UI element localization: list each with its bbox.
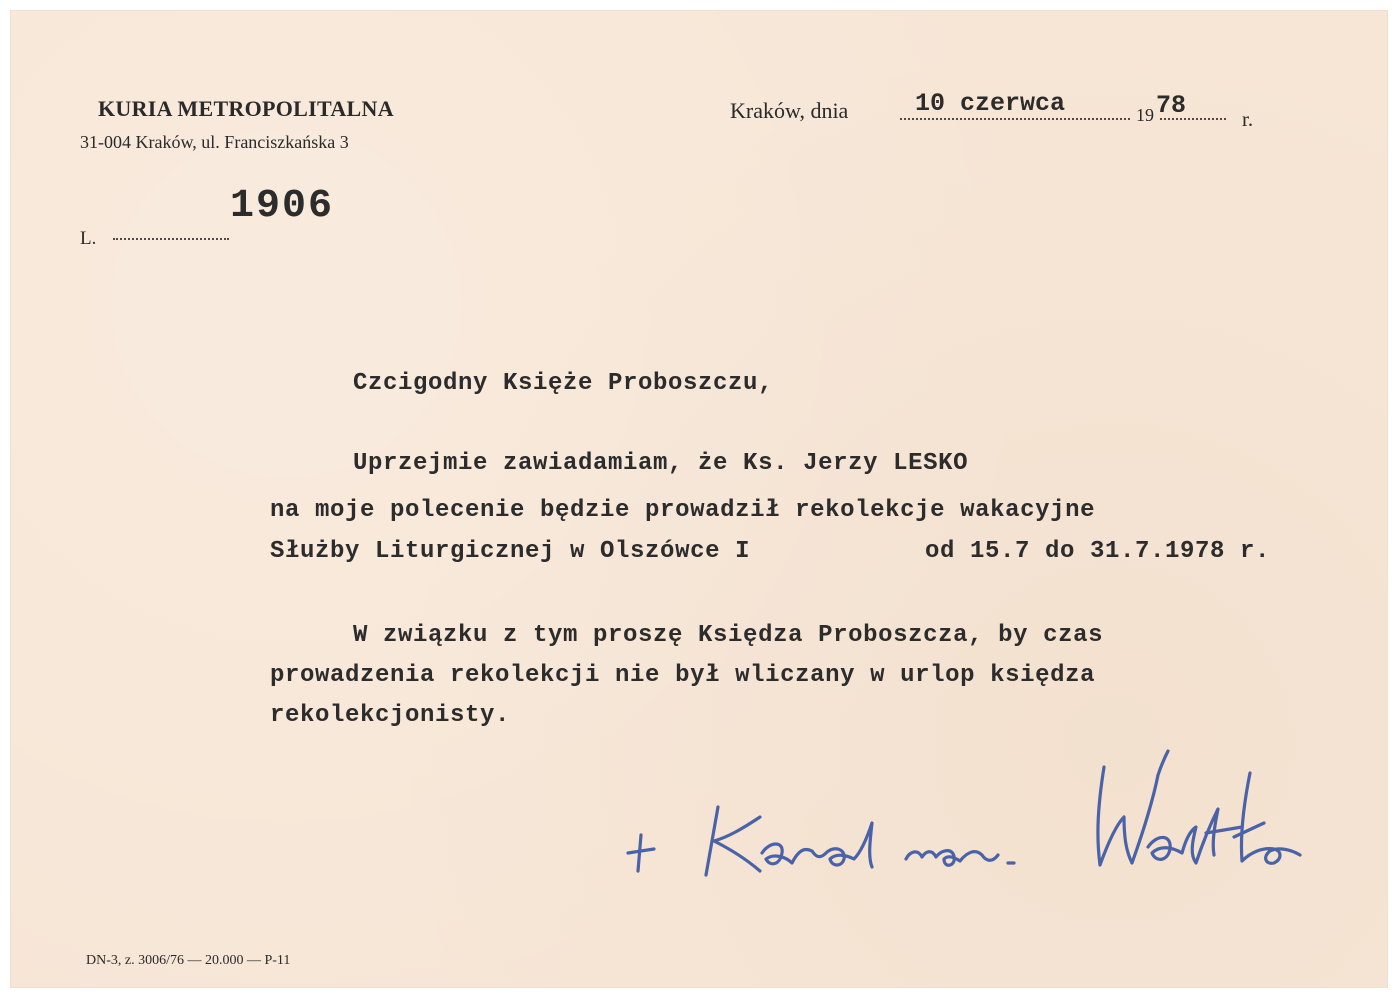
body-line-2: na moje polecenie będzie prowadził rekolekcje wakacyjne	[270, 497, 1096, 524]
body-line-1: Uprzejmie zawiadamiam, że Ks. Jerzy LESKO	[353, 450, 969, 477]
date-place-label: Kraków, dnia	[730, 98, 849, 123]
reference-number: 1906	[230, 184, 335, 229]
body-line-5: prowadzenia rekolekcji nie był wliczany w urlop księdza	[270, 662, 1096, 689]
body-line-3-left: Służby Liturgicznej w Olszówce I	[270, 538, 751, 565]
date-r-label: r.	[1242, 107, 1254, 131]
date-year-prefix: 19	[1136, 105, 1154, 125]
body-line-3-dates: od 15.7 do 31.7.1978 r.	[925, 538, 1271, 565]
letter-sheet	[10, 10, 1388, 988]
organization-name: KURIA METROPOLITALNA	[98, 96, 394, 121]
salutation: Czcigodny Księże Proboszczu,	[353, 370, 774, 397]
date-dotted-line	[900, 118, 1130, 120]
organization-address: 31-004 Kraków, ul. Franciszkańska 3	[80, 132, 349, 152]
date-year-suffix: 78	[1156, 91, 1187, 120]
print-code-footer: DN-3, z. 3006/76 — 20.000 — P-11	[86, 953, 291, 968]
body-line-4: W związku z tym proszę Księdza Proboszcza, by czas	[353, 622, 1104, 649]
reference-dotted-line	[113, 238, 229, 240]
handwritten-signature	[610, 725, 1310, 885]
date-day-month: 10 czerwca	[915, 89, 1066, 118]
reference-prefix: L.	[80, 228, 97, 249]
body-line-6: rekolekcjonisty.	[270, 702, 511, 729]
